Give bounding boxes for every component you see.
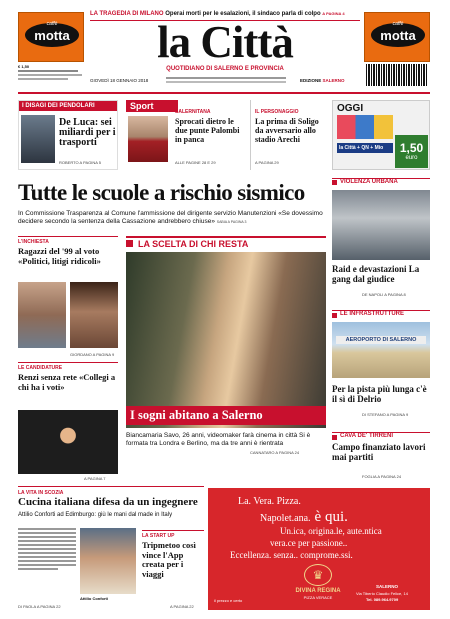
edition-city: SALERNO (322, 78, 345, 83)
scozia-ref: DI PAOLA A PAGINA 22 (18, 604, 61, 609)
personaggio-headline: La prima di Soligo da avversario allo stadio Arechi (255, 117, 319, 144)
ad-address: Via Tiberio Claudio Felice, 14 (356, 591, 408, 596)
ad-line2b: è qui. (314, 509, 348, 525)
inchiesta-section: L'INCHIESTA (18, 239, 49, 245)
candidature-section: LE CANDIDATURE (18, 365, 63, 371)
violenza-bar (332, 178, 430, 185)
cava-marker (332, 435, 337, 440)
masthead-title: la Città (157, 17, 293, 67)
ad-brand: DIVINA REGINA (295, 588, 341, 594)
ad-line3: Un.ica, origina.le, aute.ntica (280, 526, 382, 536)
violenza-block[interactable] (332, 178, 430, 185)
bottom-rule (18, 486, 204, 487)
oggi-offer: la Città + QN + Mio (337, 143, 393, 153)
pendolari-headline: De Luca: sei miliardi per i trasporti (59, 117, 116, 148)
crown-icon: ♛ (304, 564, 332, 586)
ad-note: il prezzo e certo (214, 598, 243, 603)
startup-ref: A PAGINA 22 (170, 604, 194, 609)
ad-line4: vera.ce per passione.. (270, 538, 348, 548)
lead-body-text: In Commissione Trasparenza al Comune l'ammissione del dirigente servizio Manutenzioni «Se dovessimo decidere secondo la sentenza della Cassazione andrebbero chiuse» (18, 210, 323, 225)
oggi-price-badge (395, 135, 428, 168)
startup-section: LA START UP (142, 530, 204, 539)
center-photo (126, 252, 326, 428)
ad-line2-wrap (260, 508, 348, 526)
scozia-sub: Attilio Conforti ad Edimburgo: giù le mani dal made in Italy (18, 512, 173, 518)
scozia-headline[interactable]: Cucina italiana difesa da un ingegnere (18, 496, 198, 508)
ad-city: SALERNO (376, 584, 399, 589)
violenza-marker (332, 180, 337, 185)
center-section-bar (126, 236, 326, 249)
personaggio-box[interactable] (250, 100, 326, 170)
price: € 1,50 (18, 64, 30, 69)
conforti-photo (80, 528, 136, 594)
ad-brand-sub: PIZZA VERACE (303, 595, 333, 600)
left-ad (18, 12, 84, 62)
personaggio-section: IL PERSONAGGIO (255, 109, 299, 115)
violenza-headline[interactable]: Raid e devastazioni La gang dal giudice (332, 264, 420, 284)
candidature-rule (18, 362, 118, 363)
oggi-label: OGGI (337, 103, 364, 114)
top-headline-kicker: LA TRAGEDIA DI MILANO (90, 11, 164, 17)
candidature-block[interactable] (18, 362, 118, 392)
edition (300, 78, 345, 83)
violenza-photo (332, 190, 430, 260)
startup-block[interactable] (142, 530, 204, 579)
infra-section: LE INFRASTRUTTURE (340, 311, 404, 317)
sport-ref: ALLE PAGINE 28 E 29 (175, 160, 216, 165)
masthead-subtitle: QUOTIDIANO DI SALERNO E PROVINCIA (166, 66, 284, 72)
sport-section: Sport (126, 100, 178, 112)
sport-kicker: SALERNITANA (175, 109, 211, 115)
masthead-info (166, 77, 286, 83)
magazine-covers (337, 115, 393, 139)
cava-ref: FOGLIA A PAGINA 24 (362, 474, 402, 479)
airport-sign: AEROPORTO DI SALERNO (336, 336, 426, 344)
pendolari-ref: ROBERTO A PAGINA 5 (59, 160, 102, 165)
top-headline-ref: A PAGINA 4 (322, 11, 345, 16)
ad-tel: Tel. 089.964.9709 (366, 597, 399, 602)
right-ad-tag: caffè (392, 21, 404, 27)
left-ad-tag: caffè (46, 21, 58, 27)
ad-line5: Eccellenza. senza.. comprome.ssi. (230, 550, 353, 560)
oggi-box[interactable] (332, 100, 430, 170)
center-marker (126, 240, 133, 247)
oggi-price: 1,50 (399, 141, 424, 155)
right-ad (364, 12, 430, 62)
sport-headline: Sprocati dietro le due punte Palombi in panca (175, 117, 240, 144)
infra-block[interactable] (332, 310, 430, 317)
center-ref: CANNATARO A PAGINA 24 (250, 450, 300, 455)
masthead-small-print (18, 70, 84, 80)
barcode (366, 64, 428, 86)
inchiesta-block[interactable] (18, 236, 118, 266)
violenza-ref: DE NAPOLI A PAGINA 8 (362, 292, 406, 297)
lead-ref: SABIA A PAGINA 3 (216, 220, 247, 224)
inchiesta-headline: Ragazzi del '99 al voto «Politici, litigi ridicoli» (18, 246, 101, 266)
cava-section: CAVA DE' TIRRENI (340, 433, 393, 439)
edition-label: EDIZIONE (300, 78, 322, 83)
infra-ref: DI STEFANO A PAGINA 9 (362, 412, 409, 417)
top-headline-text: Operai morti per le esalazioni, il sindaco parla di colpo (165, 11, 321, 17)
startup-headline: Tripmetoo così vince l'App creata per i viaggi (142, 540, 196, 579)
personaggio-ref: A PAGINA 29 (255, 160, 279, 165)
airport-photo (332, 322, 430, 378)
infra-marker (332, 313, 337, 318)
ad-line2: Napolet.ana. (260, 513, 311, 524)
right-ad-brand: motta (380, 28, 416, 43)
left-ad-brand: motta (34, 28, 70, 43)
sprocati-photo (128, 116, 168, 162)
inchiesta-photo-left (18, 282, 66, 348)
masthead-date: GIOVEDÌ 18 GENNAIO 2018 (90, 78, 149, 83)
inchiesta-ref: GIORDANO A PAGINA 9 (70, 352, 115, 357)
lead-body (18, 210, 328, 226)
candidature-ref: A PAGINA 7 (84, 476, 106, 481)
inchiesta-rule (18, 236, 118, 237)
conforti-caption: Attilio Conforti (80, 596, 108, 601)
center-photo-caption[interactable]: I sogni abitano a Salerno (126, 406, 326, 425)
pendolari-section: I DISAGI DEI PENDOLARI (19, 101, 117, 111)
ad-line1: La. Vera. Pizza. (238, 496, 301, 507)
oggi-currency: euro (405, 155, 418, 161)
inchiesta-photo-right (70, 282, 118, 348)
lead-headline[interactable]: Tutte le scuole a rischio sismico (18, 180, 305, 205)
scozia-text-lines (18, 528, 76, 570)
masthead-bottom-rule (18, 92, 430, 94)
cava-headline: Campo finanziato lavori mai partiti (332, 442, 426, 462)
scozia-section: LA VITA IN SCOZIA (18, 490, 64, 496)
renzi-photo (18, 410, 118, 474)
pizza-ad[interactable] (208, 488, 430, 610)
sport-box[interactable] (126, 100, 244, 170)
pendolari-box[interactable] (18, 100, 118, 170)
infra-headline[interactable]: Per la pista più lunga c'è il sì di Delrio (332, 384, 427, 404)
center-section: LA SCELTA DI CHI RESTA (138, 239, 249, 249)
cava-block[interactable] (332, 432, 430, 462)
violenza-section: VIOLENZA URBANA (340, 179, 398, 185)
candidature-headline: Renzi senza rete «Collegi a chi ha i voti» (18, 372, 116, 392)
center-body: Biancamaria Savo, 26 anni, videomaker farà cinema in città Si è formata tra Londra e Berlino, ma da tre anni è rientrata (126, 432, 311, 447)
deluca-photo (21, 115, 55, 163)
